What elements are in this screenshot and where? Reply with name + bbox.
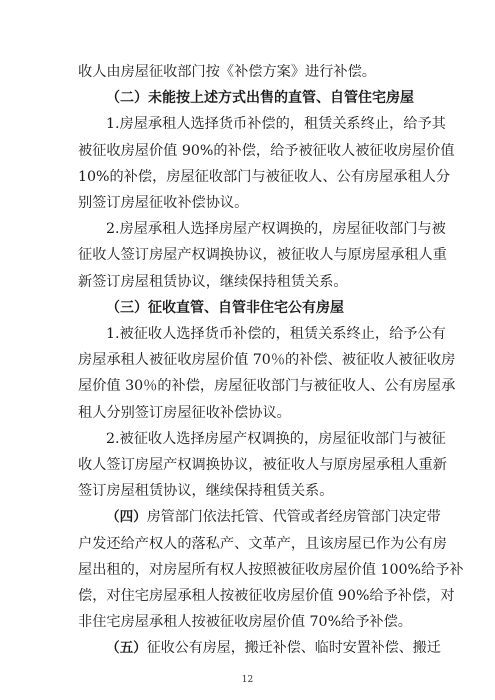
paragraph-line: 租人分别签订房屋征收补偿协议。 <box>78 404 291 421</box>
paragraph-line: 别签订房屋征收补偿协议。 <box>78 195 249 211</box>
paragraph-line: 非住宅房屋承租人按被征收房屋价值 70%给予补偿。 <box>78 614 412 631</box>
paragraph-line: 新签订房屋租赁协议，继续保持租赁关系。 <box>78 273 348 290</box>
paragraph-line: 屋出租的，对房屋所有权人按照被征收房屋价值 100%给予补 <box>78 561 464 578</box>
paragraph-line: 户发还给产权人的落私产、文革产，且该房屋已作为公有房 <box>78 535 447 552</box>
section-heading-3: （三）征收直管、自管非住宅公有房屋 <box>106 299 344 316</box>
paragraph-line: 征收人签订房屋产权调换协议，被征收人与原房屋承租人重 <box>78 247 447 264</box>
paragraph-line: 偿，对住宅房屋承租人按被征收房屋价值 90%给予补偿，对 <box>78 588 455 604</box>
paragraph-line: 1.被征收人选择货币补偿的，租赁关系终止，给予公有 <box>106 326 446 342</box>
section-heading-4: （四） <box>106 509 147 526</box>
paragraph-line: 收人签订房屋产权调换协议，被征收人与原房屋承租人重新 <box>78 457 447 473</box>
section-heading-2: （二）未能按上述方式出售的直管、自管住宅房屋 <box>106 90 414 107</box>
paragraph-line: 2.被征收人选择房屋产权调换的，房屋征收部门与被征 <box>106 430 446 447</box>
page-number: 12 <box>241 675 254 685</box>
paragraph-line: 房屋承租人被征收房屋价值 70％的补偿、被征收人被征收房 <box>78 352 456 369</box>
section-4-text: 房管部门依法托管、代管或者经房管部门决定带 <box>146 509 441 526</box>
paragraph-line: 收人由房屋征收部门按《补偿方案》进行补偿。 <box>78 64 376 80</box>
section-heading-5: （五） <box>106 640 147 657</box>
section-5-text: 征收公有房屋，搬迁补偿、临时安置补偿、搬迁 <box>146 640 441 657</box>
paragraph-line: 2.房屋承租人选择房屋产权调换的，房屋征收部门与被 <box>106 221 446 238</box>
section-5-line <box>106 638 441 658</box>
paragraph-line: 屋价值 30％的补偿，房屋征收部门与被征收人、公有房屋承 <box>78 378 456 395</box>
section-4-line <box>106 507 441 527</box>
paragraph-line: 10%的补偿，房屋征收部门与被征收人、公有房屋承租人分 <box>78 168 451 185</box>
paragraph-line: 被征收房屋价值 90%的补偿，给予被征收人被征收房屋价值 <box>78 142 455 159</box>
paragraph-line: 1.房屋承租人选择货币补偿的，租赁关系终止，给予其 <box>106 116 446 133</box>
paragraph-line: 签订房屋租赁协议，继续保持租赁关系。 <box>78 483 334 500</box>
